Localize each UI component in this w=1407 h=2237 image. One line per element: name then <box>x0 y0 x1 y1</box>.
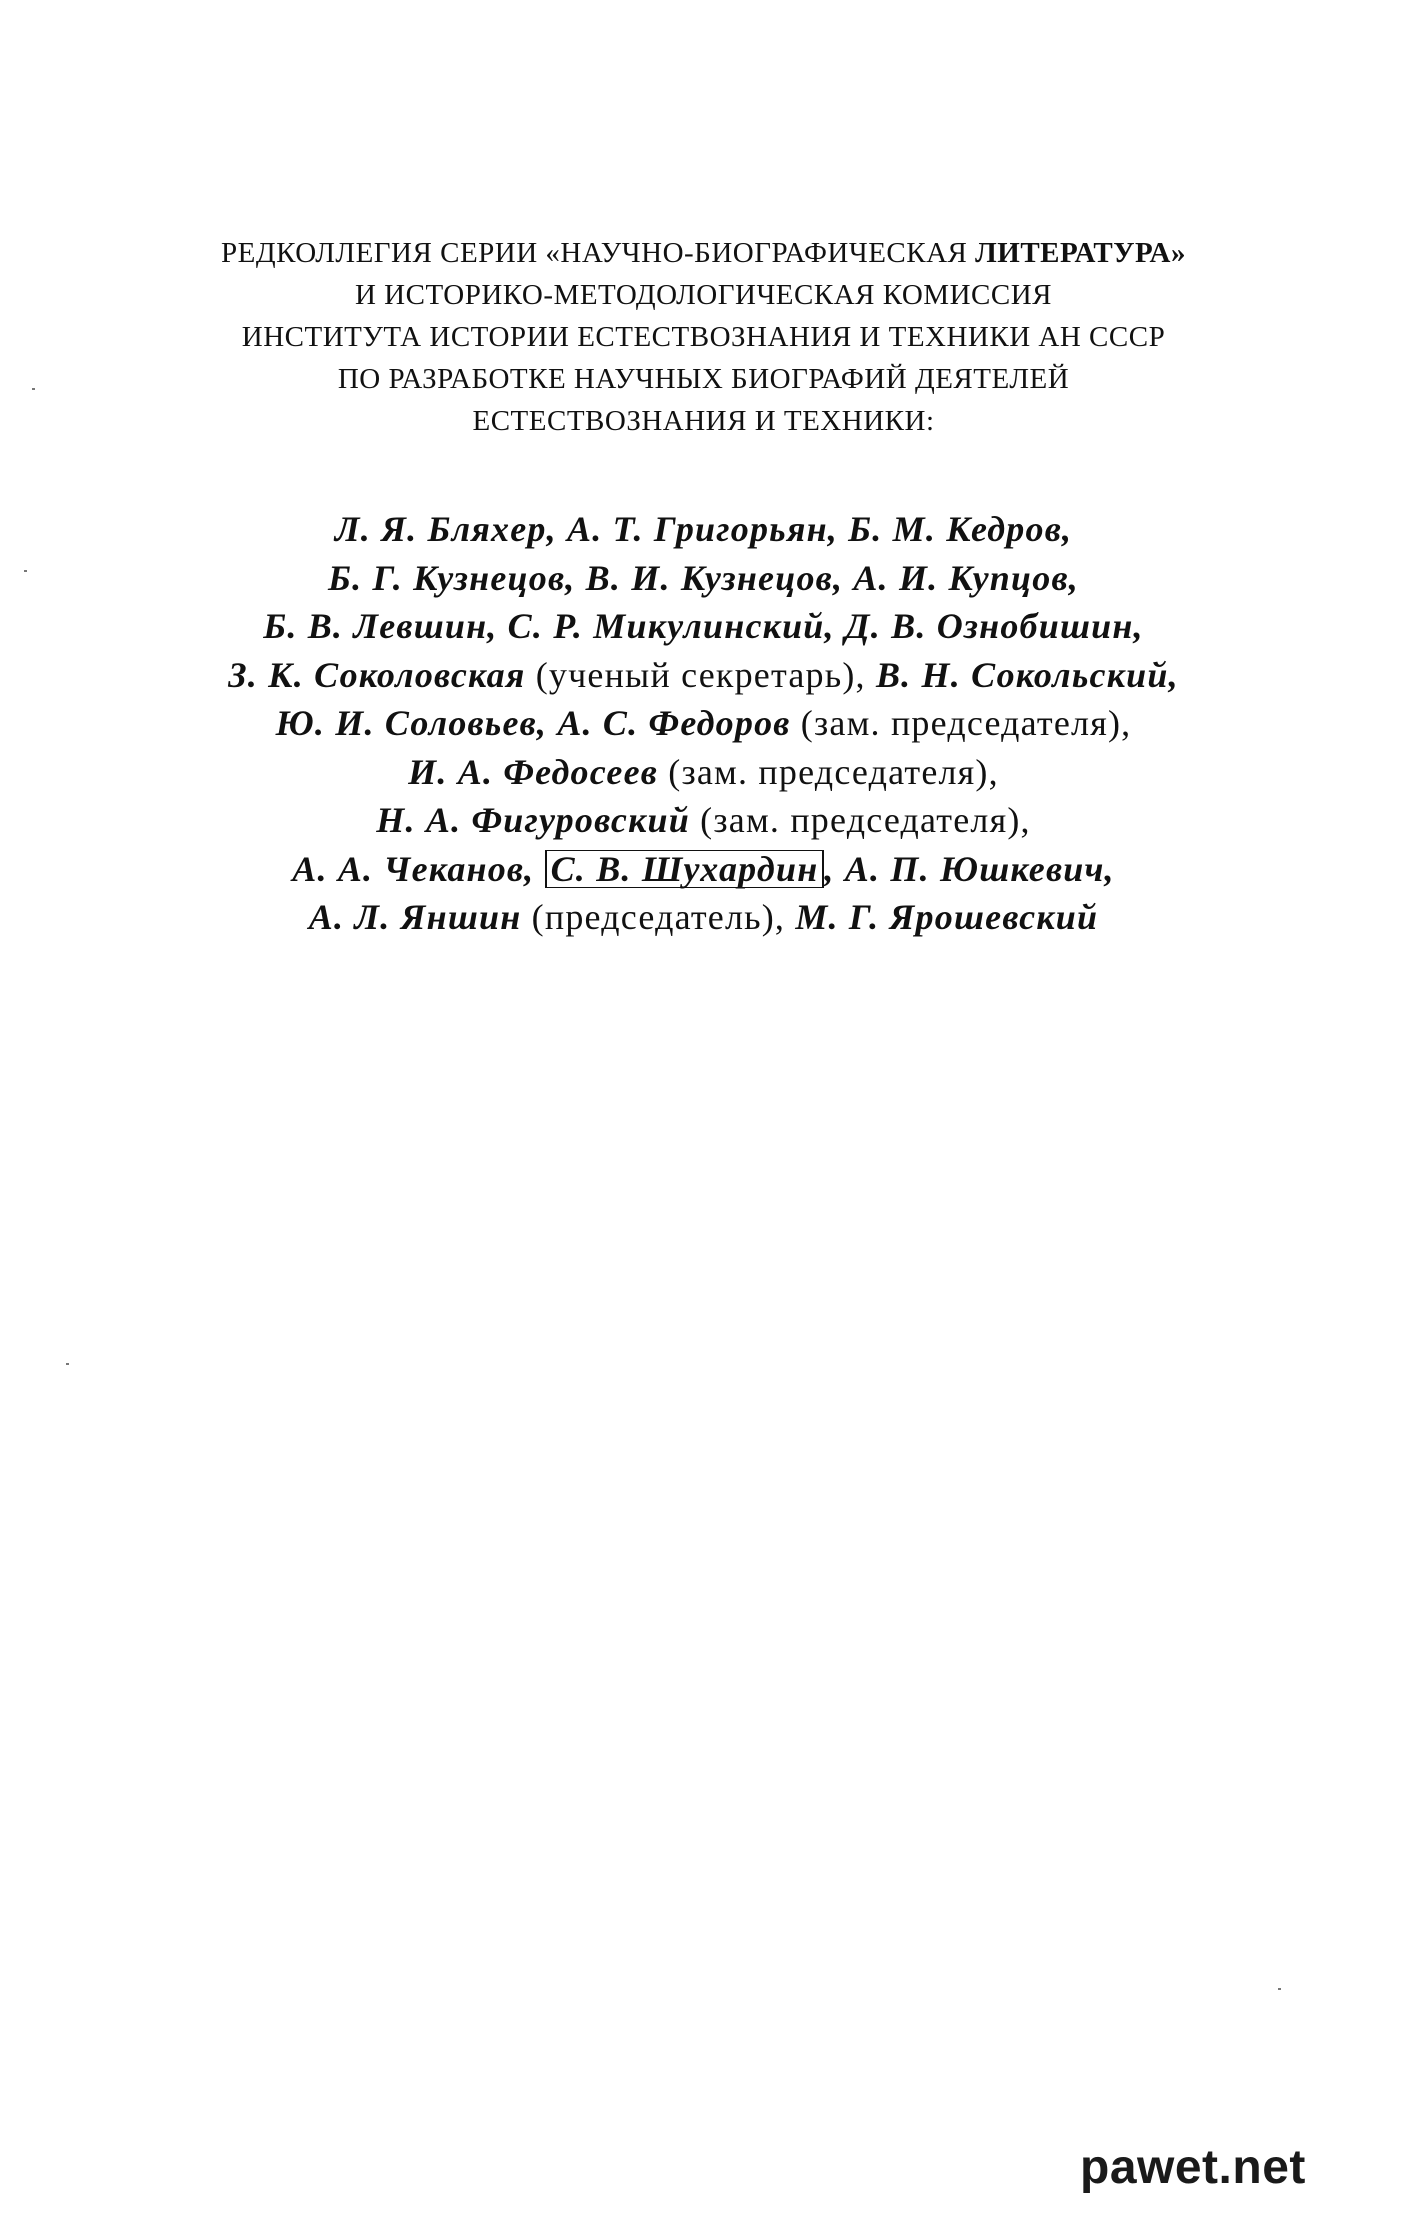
member-role: (ученый секретарь), <box>525 654 876 695</box>
member-name: А. Л. Яншин <box>308 897 522 937</box>
memorial-boxed-name: С. В. Шухардин <box>545 850 825 888</box>
heading-line-4: ПО РАЗРАБОТКЕ НАУЧНЫХ БИОГРАФИЙ ДЕЯТЕЛЕЙ <box>337 363 1070 395</box>
members-line-2: Б. Г. Кузнецов, В. И. Кузнецов, А. И. Купцов, <box>328 557 1079 598</box>
heading-line-1 <box>0 232 1407 274</box>
scan-speck <box>66 1363 69 1365</box>
watermark: pawet.net <box>1080 2141 1306 2194</box>
member-name: Н. А. Фигуровский <box>376 800 690 840</box>
members-line-1: Л. Я. Бляхер, А. Т. Григорьян, Б. М. Кедров, <box>334 509 1073 549</box>
editorial-board-heading <box>0 232 1407 442</box>
member-role: (председатель), <box>521 897 796 937</box>
members-line-4 <box>0 651 1407 700</box>
heading-line-2: И ИСТОРИКО-МЕТОДОЛОГИЧЕСКАЯ КОМИССИЯ <box>354 279 1053 311</box>
member-role: (зам. председателя), <box>658 751 999 792</box>
scan-speck <box>32 388 35 390</box>
member-role: (зам. председателя), <box>790 703 1132 743</box>
member-name: , А. П. Юшкевич, <box>824 848 1115 889</box>
board-members-list <box>0 505 1407 942</box>
scan-speck <box>1278 1988 1281 1990</box>
scan-speck <box>24 570 27 572</box>
heading-line-1-text: РЕДКОЛЛЕГИЯ СЕРИИ «НАУЧНО-БИОГРАФИЧЕСКАЯ <box>221 237 976 269</box>
members-line-6 <box>0 748 1407 797</box>
members-line-9 <box>0 893 1407 942</box>
heading-line-5: ЕСТЕСТВОЗНАНИЯ И ТЕХНИКИ: <box>472 405 935 437</box>
members-line-5 <box>0 699 1407 748</box>
member-name: А. А. Чеканов, <box>292 848 545 889</box>
member-name: З. К. Соколовская <box>228 654 526 695</box>
heading-line-3: ИНСТИТУТА ИСТОРИИ ЕСТЕСТВОЗНАНИЯ И ТЕХНИКИ АН СССР <box>241 321 1166 353</box>
heading-line-1-bold: ЛИТЕРАТУРА» <box>975 237 1186 269</box>
member-role: (зам. председателя), <box>689 800 1031 840</box>
member-name: В. Н. Сокольский, <box>875 654 1179 695</box>
member-name: М. Г. Ярошевский <box>795 897 1099 937</box>
members-line-7 <box>0 796 1407 845</box>
member-name: И. А. Федосеев <box>408 751 659 792</box>
members-line-3: Б. В. Левшин, С. Р. Микулинский, Д. В. Ознобишин, <box>263 606 1144 646</box>
member-name: Ю. И. Соловьев, А. С. Федоров <box>275 703 791 743</box>
members-line-8 <box>0 845 1407 894</box>
